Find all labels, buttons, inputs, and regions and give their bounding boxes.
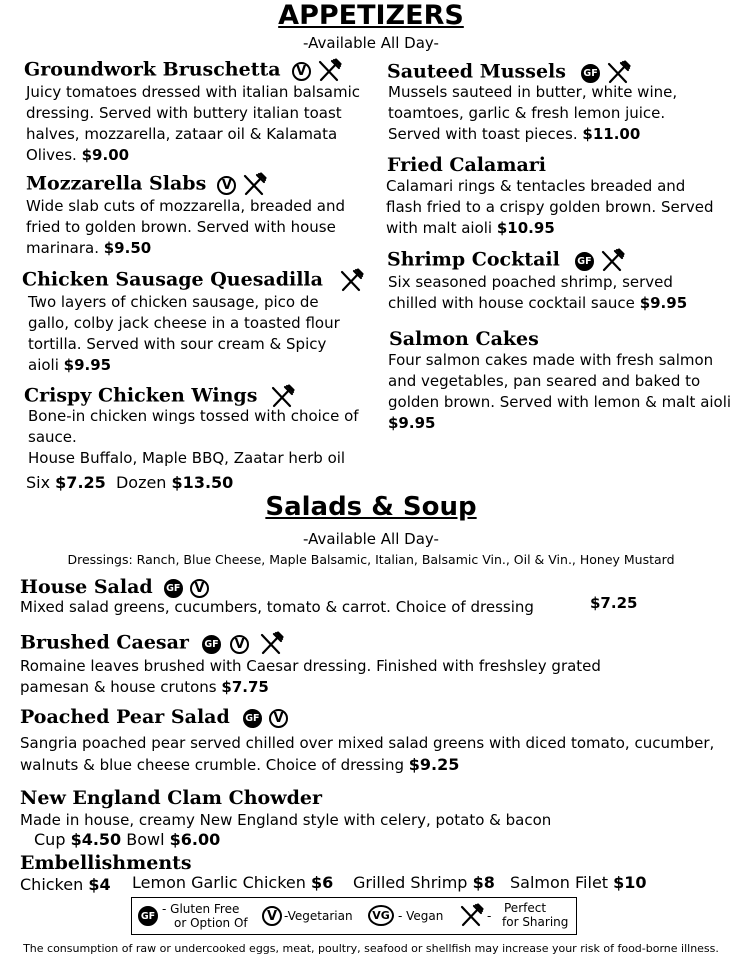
item-name: Fried Calamari bbox=[387, 154, 546, 176]
item-price: $9.95 bbox=[639, 294, 688, 312]
fork-knife-icon bbox=[599, 248, 625, 274]
item-description bbox=[20, 733, 720, 776]
fork-knife-icon bbox=[258, 631, 284, 657]
menu-item-brushed-caesar bbox=[20, 631, 284, 657]
gluten-free-icon: GF bbox=[581, 64, 600, 83]
embellishment-price: $4 bbox=[88, 875, 111, 894]
dressings-list: Dressings: Ranch, Blue Cheese, Maple Balsamic, Italian, Balsamic Vin., Oil & Vin., Honey Mustard bbox=[67, 552, 675, 567]
item-price: $9.00 bbox=[81, 146, 130, 164]
appetizers-subtitle: -Available All Day- bbox=[303, 34, 439, 52]
item-desc-text: Wide slab cuts of mozzarella, breaded and fried to golden brown. Served with house marinara. bbox=[26, 197, 345, 257]
item-name: House Salad bbox=[20, 576, 153, 598]
item-description bbox=[26, 82, 366, 166]
embellishment-price: $8 bbox=[472, 873, 495, 892]
embellishment-name: Grilled Shrimp bbox=[353, 873, 468, 892]
wing-prices bbox=[26, 472, 233, 493]
vegan-icon: VG bbox=[368, 905, 394, 926]
embellishment-item bbox=[132, 873, 333, 892]
dietary-legend bbox=[131, 897, 577, 935]
menu-item-house-salad bbox=[20, 576, 209, 598]
item-name: Salmon Cakes bbox=[389, 328, 539, 350]
gluten-free-icon: GF bbox=[575, 252, 594, 271]
gluten-free-icon: GF bbox=[243, 709, 262, 728]
embellishment-item bbox=[510, 873, 647, 892]
salads-title: Salads & Soup bbox=[265, 492, 477, 522]
salads-subtitle: -Available All Day- bbox=[303, 530, 439, 548]
cup-label: Cup bbox=[34, 830, 66, 849]
food-safety-disclaimer: The consumption of raw or undercooked eggs, meat, poultry, seafood or shellfish may increase your risk of food-borne illness. bbox=[23, 942, 719, 955]
legend-gf-text bbox=[162, 902, 248, 930]
item-name: Poached Pear Salad bbox=[20, 706, 230, 728]
item-name: Sauteed Mussels bbox=[387, 60, 566, 83]
legend-share-text bbox=[502, 901, 568, 929]
item-price: $9.25 bbox=[408, 755, 460, 774]
menu-item-chicken-sausage-quesadilla bbox=[22, 268, 364, 294]
legend-vg-text: - Vegan bbox=[398, 909, 444, 923]
menu-item-clam-chowder bbox=[20, 787, 322, 809]
embellishment-name: Salmon Filet bbox=[510, 873, 609, 892]
item-price: $7.75 bbox=[221, 678, 269, 696]
vegetarian-icon: V bbox=[292, 62, 311, 81]
item-description: Made in house, creamy New England style with celery, potato & bacon bbox=[20, 811, 552, 829]
legend-share-line2: for Sharing bbox=[502, 915, 569, 929]
item-description bbox=[20, 656, 660, 698]
item-desc-text: Juicy tomatoes dressed with italian balsamic dressing. Served with buttery italian toast halves, mozzarella, zataar oil & Kalamata Olives. bbox=[26, 83, 361, 164]
item-description: Bone-in chicken wings tossed with choice of sauce. bbox=[28, 407, 359, 446]
embellishment-item bbox=[353, 873, 495, 892]
dozen-label: Dozen bbox=[115, 473, 167, 492]
item-name: New England Clam Chowder bbox=[20, 787, 322, 809]
item-name: Mozzarella Slabs bbox=[26, 172, 207, 195]
item-name: Groundwork Bruschetta bbox=[24, 58, 281, 81]
bowl-price: $6.00 bbox=[169, 830, 221, 849]
bowl-label: Bowl bbox=[126, 830, 165, 849]
embellishment-item bbox=[20, 875, 111, 894]
item-description bbox=[386, 176, 716, 239]
item-desc-text: Romaine leaves brushed with Caesar dressing. Finished with freshsley grated pamesan & house crutons bbox=[20, 657, 601, 696]
item-name: Crispy Chicken Wings bbox=[24, 384, 258, 407]
gluten-free-icon: GF bbox=[164, 579, 183, 598]
item-description bbox=[388, 272, 723, 314]
embellishment-price: $6 bbox=[310, 873, 334, 892]
item-price: $7.25 bbox=[590, 594, 638, 612]
embellishment-name: Chicken bbox=[20, 875, 84, 894]
item-desc-text: Calamari rings & tentacles breaded and flash fried to a crispy golden brown. Served with malt aioli bbox=[386, 177, 714, 237]
item-name: Shrimp Cocktail bbox=[387, 248, 560, 271]
vegetarian-icon: V bbox=[269, 709, 288, 728]
item-name: Brushed Caesar bbox=[20, 631, 189, 654]
legend-share-line1: Perfect bbox=[504, 901, 547, 915]
vegetarian-icon: V bbox=[262, 906, 282, 926]
item-description bbox=[388, 82, 708, 145]
item-desc-text: Mussels sauteed in butter, white wine, toamtoes, garlic & fresh lemon juice. Served with toast pieces. bbox=[388, 83, 678, 143]
gluten-free-icon: GF bbox=[138, 906, 158, 926]
chowder-prices bbox=[34, 829, 220, 850]
six-label: Six bbox=[26, 473, 51, 492]
item-description bbox=[28, 292, 360, 376]
item-description: Mixed salad greens, cucumbers, tomato & carrot. Choice of dressing bbox=[20, 598, 534, 616]
fork-knife-icon bbox=[458, 903, 484, 929]
item-description bbox=[26, 196, 361, 259]
embellishment-price: $10 bbox=[613, 873, 647, 892]
legend-gf-line2: or Option Of bbox=[174, 916, 248, 930]
item-price: $9.50 bbox=[103, 239, 152, 257]
dozen-price: $13.50 bbox=[171, 473, 234, 492]
item-desc-text: Four salmon cakes made with fresh salmon and vegetables, pan seared and baked to golden brown. Served with lemon & malt aioli bbox=[388, 351, 732, 411]
fork-knife-icon bbox=[316, 58, 342, 84]
item-price: $11.00 bbox=[582, 125, 641, 143]
legend-gf-line1: - Gluten Free bbox=[162, 902, 240, 916]
item-desc-text: Six seasoned poached shrimp, served chilled with house cocktail sauce bbox=[388, 273, 673, 312]
menu-item-salmon-cakes bbox=[389, 328, 539, 350]
item-description bbox=[388, 350, 742, 434]
legend-share-dash: - bbox=[487, 909, 492, 923]
menu-item-mozzarella-slabs bbox=[26, 172, 267, 198]
item-price: $10.95 bbox=[496, 219, 555, 237]
legend-v-text: -Vegetarian bbox=[284, 909, 353, 923]
item-price: $9.95 bbox=[63, 356, 112, 374]
appetizers-title: APPETIZERS bbox=[278, 0, 464, 31]
menu-item-poached-pear-salad bbox=[20, 706, 288, 728]
menu-item-fried-calamari bbox=[387, 154, 546, 176]
gluten-free-icon: GF bbox=[202, 635, 221, 654]
item-desc-text: Two layers of chicken sausage, pico de gallo, colby jack cheese in a toasted flour tortilla. Served with sour cream & Spicy aioli bbox=[28, 293, 340, 374]
item-name: Chicken Sausage Quesadilla bbox=[22, 268, 323, 291]
vegetarian-icon: V bbox=[217, 176, 236, 195]
item-desc-text: Sangria poached pear served chilled over mixed salad greens with diced tomato, cucumber, walnuts & blue cheese crumble. Choice of dressing bbox=[20, 734, 715, 774]
cup-price: $4.50 bbox=[70, 830, 122, 849]
fork-knife-icon bbox=[241, 172, 267, 198]
six-price: $7.25 bbox=[55, 473, 106, 492]
wing-sauces: House Buffalo, Maple BBQ, Zaatar herb oil bbox=[28, 449, 346, 467]
menu-item-groundwork-bruschetta bbox=[24, 58, 342, 84]
embellishment-name: Lemon Garlic Chicken bbox=[132, 873, 306, 892]
menu-item-shrimp-cocktail bbox=[387, 248, 625, 274]
vegetarian-icon: V bbox=[190, 579, 209, 598]
fork-knife-icon bbox=[338, 268, 364, 294]
vegetarian-icon: V bbox=[230, 635, 249, 654]
embellishments-title: Embellishments bbox=[20, 852, 192, 874]
item-price: $9.95 bbox=[388, 414, 436, 432]
